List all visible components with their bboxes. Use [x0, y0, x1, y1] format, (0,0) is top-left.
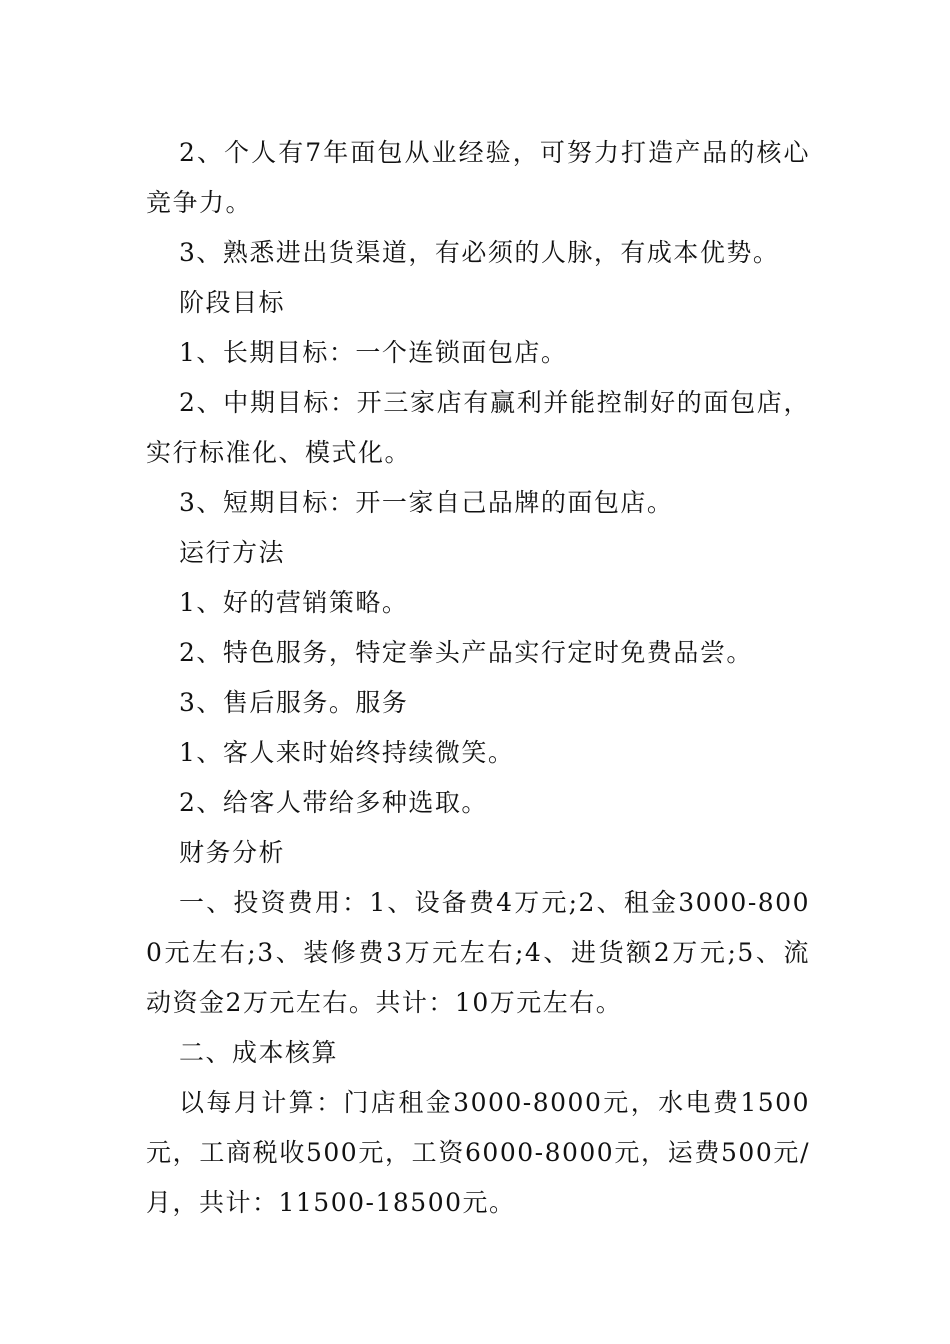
paragraph-supply-channels: 3、熟悉进出货渠道，有必须的人脉，有成本优势。 — [179, 238, 780, 267]
paragraph-long-term-goal: 1、长期目标：一个连锁面包店。 — [179, 338, 568, 367]
heading-financial-analysis: 财务分析 — [179, 838, 286, 867]
paragraph-choices: 2、给客人带给多种选取。 — [179, 788, 488, 817]
paragraph-short-term-goal: 3、短期目标：开一家自己品牌的面包店。 — [179, 488, 674, 517]
paragraph-mid-term-goal: 2、中期目标：开三家店有赢利并能控制好的面包店，实行标准化、模式化。 — [146, 388, 810, 467]
paragraph-special-service: 2、特色服务，特定拳头产品实行定时免费品尝。 — [179, 638, 753, 667]
heading-operation-method: 运行方法 — [179, 538, 286, 567]
paragraph-after-sales: 3、售后服务。服务 — [179, 688, 409, 717]
paragraph-monthly-cost: 以每月计算：门店租金3000-8000元，水电费1500元，工商税收500元，工资6000-8000元，运费500元/月，共计：11500-18500元。 — [146, 1088, 810, 1217]
paragraph-marketing: 1、好的营销策略。 — [179, 588, 409, 617]
heading-stage-goals: 阶段目标 — [179, 288, 286, 317]
paragraph-experience: 2、个人有7年面包从业经验，可努力打造产品的核心竞争力。 — [146, 138, 810, 217]
paragraph-smile: 1、客人来时始终持续微笑。 — [179, 738, 515, 767]
paragraph-investment-cost: 一、投资费用：1、设备费4万元;2、租金3000-8000元左右;3、装修费3万元左右;4、进货额2万元;5、流动资金2万元左右。共计：10万元左右。 — [146, 888, 810, 1017]
heading-cost-accounting: 二、成本核算 — [179, 1038, 339, 1067]
